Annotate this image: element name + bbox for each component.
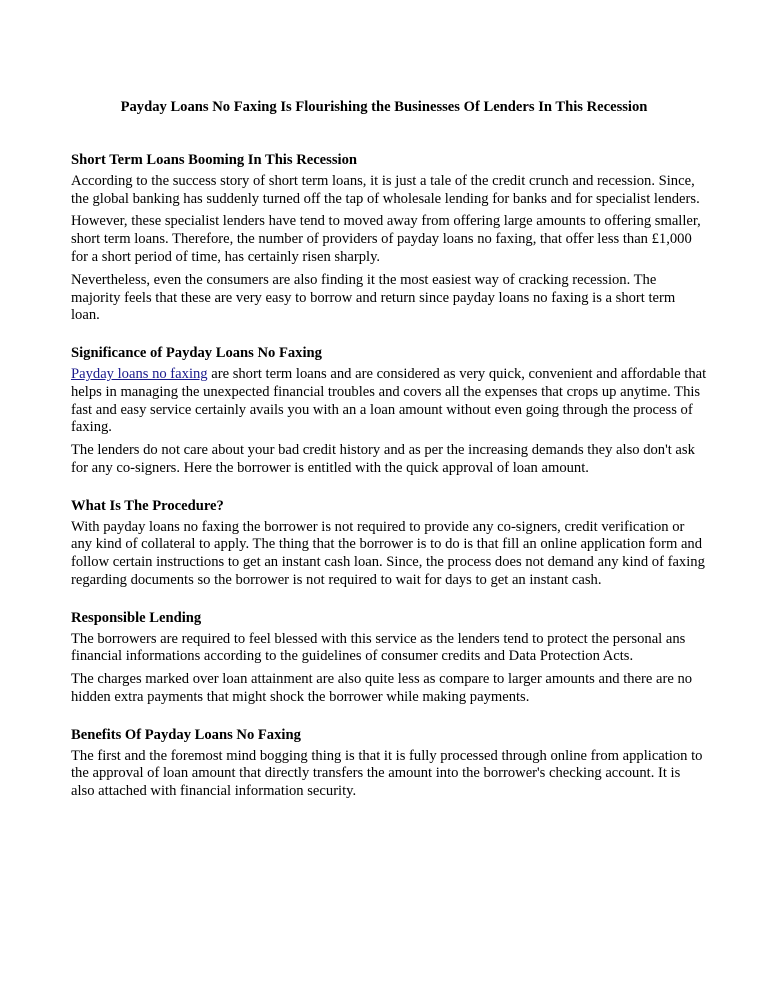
section-benefits [71,727,707,801]
paragraph: Nevertheless, even the consumers are also finding it the most easiest way of cracking recession. The majority feels that these are very easy to borrow and return since payday loans no faxing is a short term loan. [71,271,676,324]
paragraph-text: are short term loans and are considered as very quick, convenient and affordable that helps in managing the unexpected financial troubles and covers all the expenses that crops up anytime. This fast and easy service certainly avails you with an a loan amount without even going through the process of faxing. [71,365,707,436]
paragraph [71,366,707,437]
section-heading: Benefits Of Payday Loans No Faxing [71,726,301,743]
paragraph: According to the success story of short term loans, it is just a tale of the credit crunch and recession. Since, the global banking has suddenly turned off the tap of wholesale lending for banks and for specialist lenders. [71,172,700,207]
section-heading: What Is The Procedure? [71,497,224,514]
section-heading: Significance of Payday Loans No Faxing [71,345,322,362]
paragraph: With payday loans no faxing the borrower is not required to provide any co-signers, credit verification or any kind of collateral to apply. The thing that the borrower is to do is that fill an online application form and follow certain instructions to get an instant cash loan. Since, the process does not demand any kind of faxing regarding documents so the borrower is not required to wait for days to get an instant cash. [71,518,705,588]
paragraph: The first and the foremost mind bogging thing is that it is fully processed through online from application to the approval of loan amount that directly transfers the amount into the borrower's checking account. It is also attached with financial information security. [71,747,703,800]
section-significance [71,345,707,478]
section-heading: Short Term Loans Booming In This Recession [71,152,357,168]
section-procedure [71,498,707,590]
payday-loans-link[interactable]: Payday loans no faxing [71,365,208,382]
document-body [71,152,707,821]
paragraph: The borrowers are required to feel blessed with this service as the lenders tend to protect the personal ans financial informations according to the guidelines of consumer credits and Data Protection Acts. [71,630,686,665]
section-responsible-lending [71,610,707,707]
section-heading: Responsible Lending [71,609,202,626]
paragraph: The lenders do not care about your bad credit history and as per the increasing demands they also don't ask for any co-signers. Here the borrower is entitled with the quick approval of loan amount. [71,442,695,476]
paragraph: However, these specialist lenders have tend to moved away from offering large amounts to offering smaller, short term loans. Therefore, the number of providers of payday loans no faxing, that offer less than £1,000 for a short period of time, has certainly risen sharply. [71,213,701,265]
paragraph: The charges marked over loan attainment are also quite less as compare to larger amounts and there are no hidden extra payments that might shock the borrower while making payments. [71,671,693,705]
section-short-term-loans [71,152,707,325]
document-title: Payday Loans No Faxing Is Flourishing the Businesses Of Lenders In This Recession [120,99,648,115]
